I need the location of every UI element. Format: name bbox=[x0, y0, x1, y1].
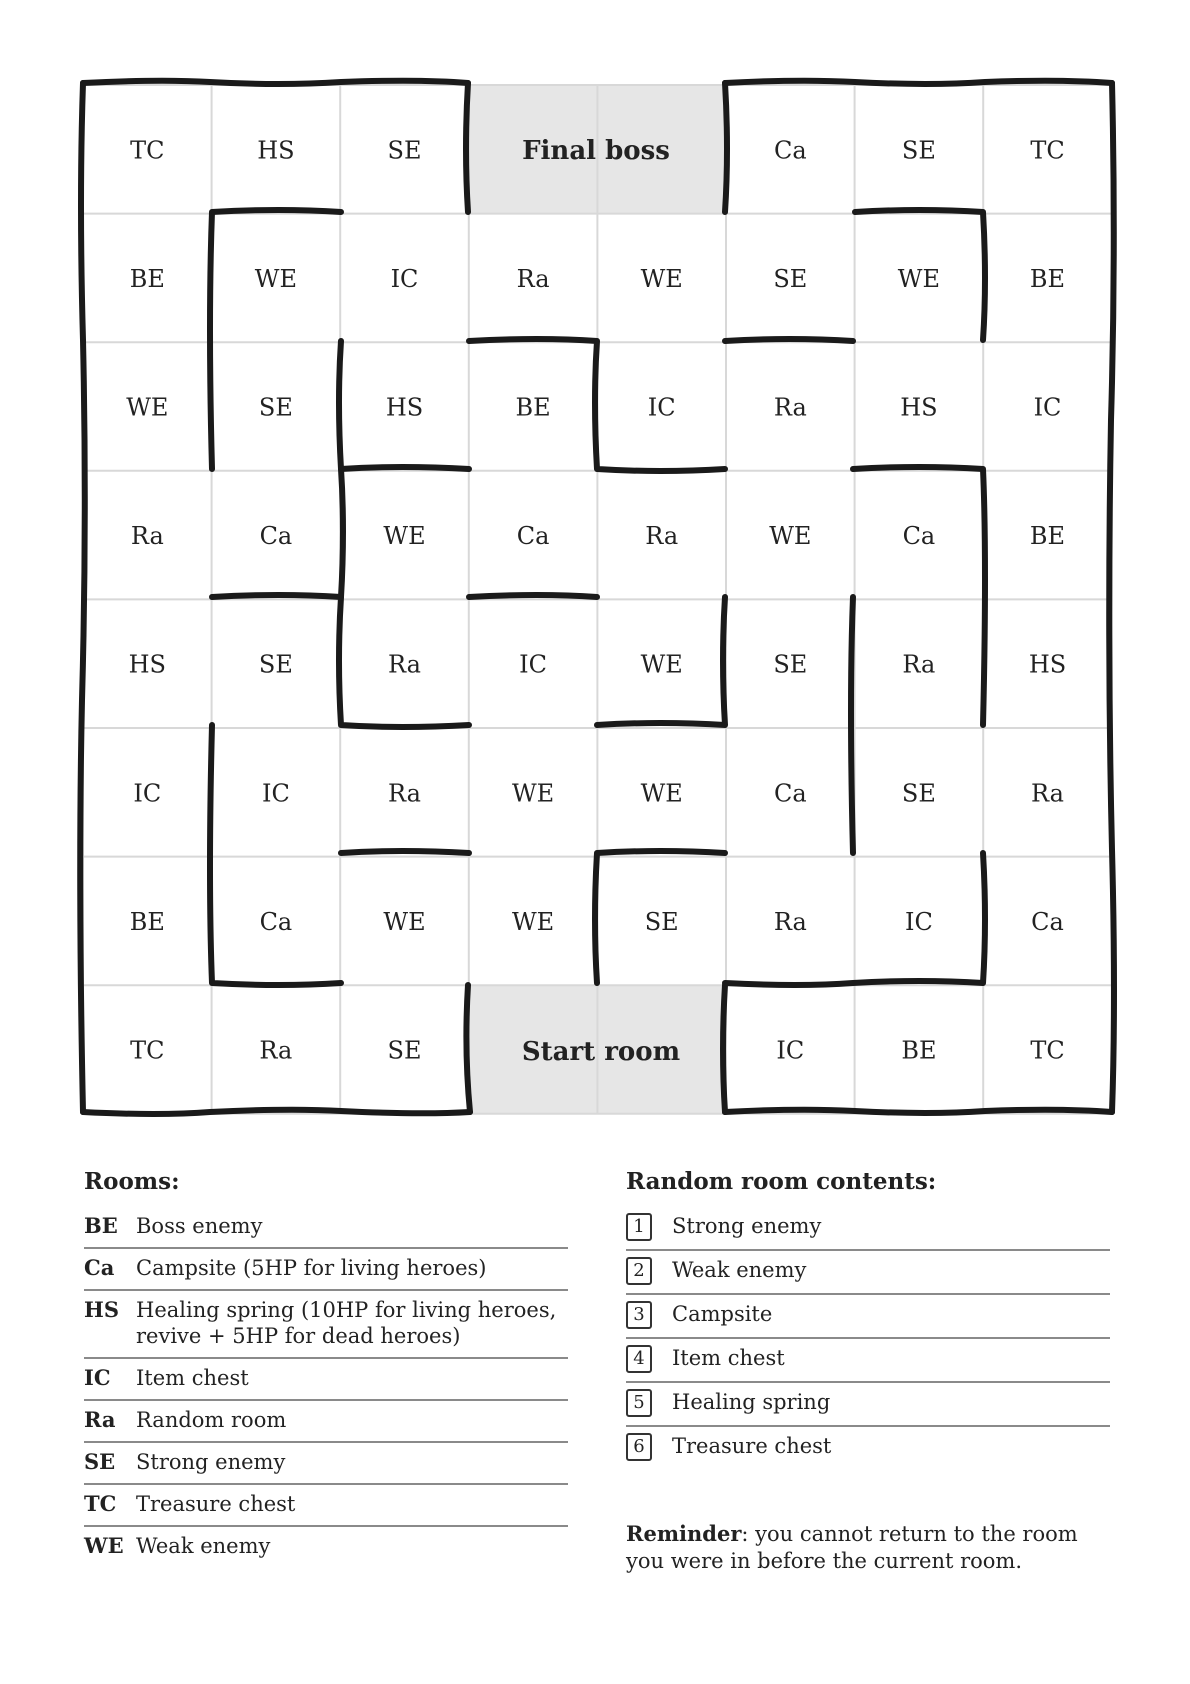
room-cell-we[interactable]: WE bbox=[126, 393, 169, 422]
room-code: Ra bbox=[84, 1407, 116, 1432]
room-cell-be[interactable]: BE bbox=[1029, 522, 1066, 551]
rooms-legend-row bbox=[84, 1527, 568, 1567]
room-cell-be[interactable]: BE bbox=[1029, 264, 1066, 293]
room-cell-tc[interactable]: TC bbox=[1030, 1036, 1065, 1065]
room-cell-hs[interactable]: HS bbox=[1028, 650, 1067, 679]
room-cell-tc[interactable]: TC bbox=[130, 1036, 165, 1065]
room-cell-ra[interactable]: Ra bbox=[1031, 779, 1064, 808]
room-cell-we[interactable]: WE bbox=[640, 779, 683, 808]
room-cell-hs[interactable]: HS bbox=[128, 650, 166, 679]
random-legend-row bbox=[626, 1427, 1110, 1469]
room-cell-ca[interactable]: Ca bbox=[773, 779, 807, 808]
room-cell-ra[interactable]: Ra bbox=[259, 1036, 293, 1065]
rooms-legend-row bbox=[84, 1485, 568, 1527]
room-description: Item chest bbox=[136, 1366, 249, 1390]
room-cell-ra[interactable]: Ra bbox=[773, 393, 807, 422]
room-cell-we[interactable]: WE bbox=[383, 522, 426, 551]
room-cell-ic[interactable]: IC bbox=[904, 907, 933, 936]
random-room-description: Strong enemy bbox=[672, 1214, 822, 1238]
room-code: TC bbox=[84, 1491, 117, 1516]
room-cell-se[interactable]: SE bbox=[901, 136, 936, 165]
random-list bbox=[626, 1207, 1110, 1469]
reminder-note bbox=[626, 1520, 1086, 1575]
room-cell-se[interactable]: SE bbox=[258, 650, 293, 679]
room-cell-hs[interactable]: HS bbox=[900, 393, 938, 422]
room-cell-ra[interactable]: Ra bbox=[388, 779, 421, 808]
room-cell-se[interactable]: SE bbox=[387, 136, 422, 165]
room-description: Weak enemy bbox=[136, 1534, 271, 1558]
room-cell-we[interactable]: WE bbox=[512, 907, 555, 936]
room-code: IC bbox=[84, 1365, 111, 1390]
room-cell-ic[interactable]: IC bbox=[261, 779, 290, 808]
room-cell-ra[interactable]: Ra bbox=[773, 907, 807, 936]
room-description: Boss enemy bbox=[136, 1214, 263, 1238]
random-legend-row bbox=[626, 1207, 1110, 1251]
rooms-legend-row bbox=[84, 1359, 568, 1401]
room-cell-we[interactable]: WE bbox=[640, 264, 683, 293]
room-description: Random room bbox=[136, 1408, 287, 1432]
room-cell-we[interactable]: WE bbox=[512, 779, 555, 808]
room-cell-se[interactable]: SE bbox=[773, 264, 808, 293]
room-description: Campsite (5HP for living heroes) bbox=[136, 1256, 487, 1280]
room-cell-se[interactable]: SE bbox=[773, 650, 808, 679]
random-room-description: Healing spring bbox=[672, 1390, 831, 1414]
die-face-number: 1 bbox=[626, 1213, 652, 1241]
die-face-number: 2 bbox=[626, 1257, 652, 1285]
random-room-description: Weak enemy bbox=[672, 1258, 807, 1282]
room-cell-be[interactable]: BE bbox=[515, 393, 551, 422]
room-cell-we[interactable]: WE bbox=[254, 264, 297, 293]
room-code: HS bbox=[84, 1297, 120, 1322]
rooms-legend-row bbox=[84, 1249, 568, 1291]
room-cell-ic[interactable]: IC bbox=[1033, 393, 1062, 422]
rooms-legend-row bbox=[84, 1207, 568, 1249]
room-cell-ra[interactable]: Ra bbox=[516, 264, 550, 293]
random-legend-row bbox=[626, 1339, 1110, 1383]
room-cell-hs[interactable]: HS bbox=[385, 393, 424, 422]
die-face-number: 4 bbox=[626, 1345, 652, 1373]
random-legend bbox=[626, 1168, 1110, 1469]
room-cell-ic[interactable]: IC bbox=[647, 393, 676, 422]
room-cell-we[interactable]: WE bbox=[897, 264, 940, 293]
random-legend-title: Random room contents: bbox=[626, 1168, 937, 1195]
room-cell-ra[interactable]: Ra bbox=[130, 522, 164, 551]
random-legend-row bbox=[626, 1295, 1110, 1339]
room-cell-we[interactable]: WE bbox=[769, 522, 812, 551]
start-room-label: Start room bbox=[521, 1037, 681, 1067]
random-legend-row bbox=[626, 1251, 1110, 1295]
room-cell-ca[interactable]: Ca bbox=[259, 907, 293, 936]
die-face-number: 5 bbox=[626, 1389, 652, 1417]
rooms-legend bbox=[84, 1168, 568, 1567]
room-cell-tc[interactable]: TC bbox=[130, 136, 165, 165]
random-room-description: Treasure chest bbox=[672, 1434, 832, 1458]
room-description: Treasure chest bbox=[136, 1492, 296, 1516]
room-cell-be[interactable]: BE bbox=[129, 907, 165, 936]
room-cell-ca[interactable]: Ca bbox=[516, 522, 550, 551]
random-legend-row bbox=[626, 1383, 1110, 1427]
die-face-number: 3 bbox=[626, 1301, 652, 1329]
room-cell-ra[interactable]: Ra bbox=[902, 650, 936, 679]
rooms-legend-row bbox=[84, 1401, 568, 1443]
room-cell-ca[interactable]: Ca bbox=[902, 522, 936, 551]
room-cell-hs[interactable]: HS bbox=[257, 136, 295, 165]
die-face-number: 6 bbox=[626, 1433, 652, 1461]
room-description: Healing spring (10HP for living heroes, revive + 5HP for dead heroes) bbox=[136, 1298, 557, 1348]
room-cell-ra[interactable]: Ra bbox=[388, 650, 421, 679]
random-room-description: Item chest bbox=[672, 1346, 785, 1370]
room-cell-ic[interactable]: IC bbox=[519, 650, 548, 679]
room-cell-ca[interactable]: Ca bbox=[1031, 907, 1064, 936]
random-room-description: Campsite bbox=[672, 1302, 773, 1326]
room-code: Ca bbox=[84, 1255, 115, 1280]
rooms-legend-row bbox=[84, 1443, 568, 1485]
reminder-label: Reminder bbox=[626, 1521, 742, 1546]
rooms-legend-row bbox=[84, 1291, 568, 1359]
reminder-text: : you cannot return to the room you were in before the current room. bbox=[626, 1522, 1078, 1573]
rooms-list bbox=[84, 1207, 568, 1567]
rooms-legend-title: Rooms: bbox=[84, 1168, 180, 1195]
room-code: WE bbox=[84, 1533, 124, 1558]
room-description: Strong enemy bbox=[136, 1450, 286, 1474]
room-cell-we[interactable]: WE bbox=[383, 907, 426, 936]
room-cell-we[interactable]: WE bbox=[640, 650, 683, 679]
room-code: BE bbox=[84, 1213, 118, 1238]
room-cell-ic[interactable]: IC bbox=[133, 779, 162, 808]
room-cell-se[interactable]: SE bbox=[387, 1036, 422, 1065]
room-cell-se[interactable]: SE bbox=[258, 393, 293, 422]
room-cell-ca[interactable]: Ca bbox=[259, 522, 293, 551]
room-cell-be[interactable]: BE bbox=[129, 264, 165, 293]
room-cell-se[interactable]: SE bbox=[901, 779, 936, 808]
final-boss-label: Final boss bbox=[522, 136, 670, 166]
room-cell-ca[interactable]: Ca bbox=[773, 136, 807, 165]
room-cell-ic[interactable]: IC bbox=[776, 1036, 805, 1065]
room-code: SE bbox=[84, 1449, 116, 1474]
room-cell-ic[interactable]: IC bbox=[390, 264, 419, 293]
room-cell-ra[interactable]: Ra bbox=[645, 522, 679, 551]
room-cell-be[interactable]: BE bbox=[901, 1036, 937, 1065]
room-cell-tc[interactable]: TC bbox=[1030, 136, 1065, 165]
room-cell-se[interactable]: SE bbox=[644, 907, 679, 936]
